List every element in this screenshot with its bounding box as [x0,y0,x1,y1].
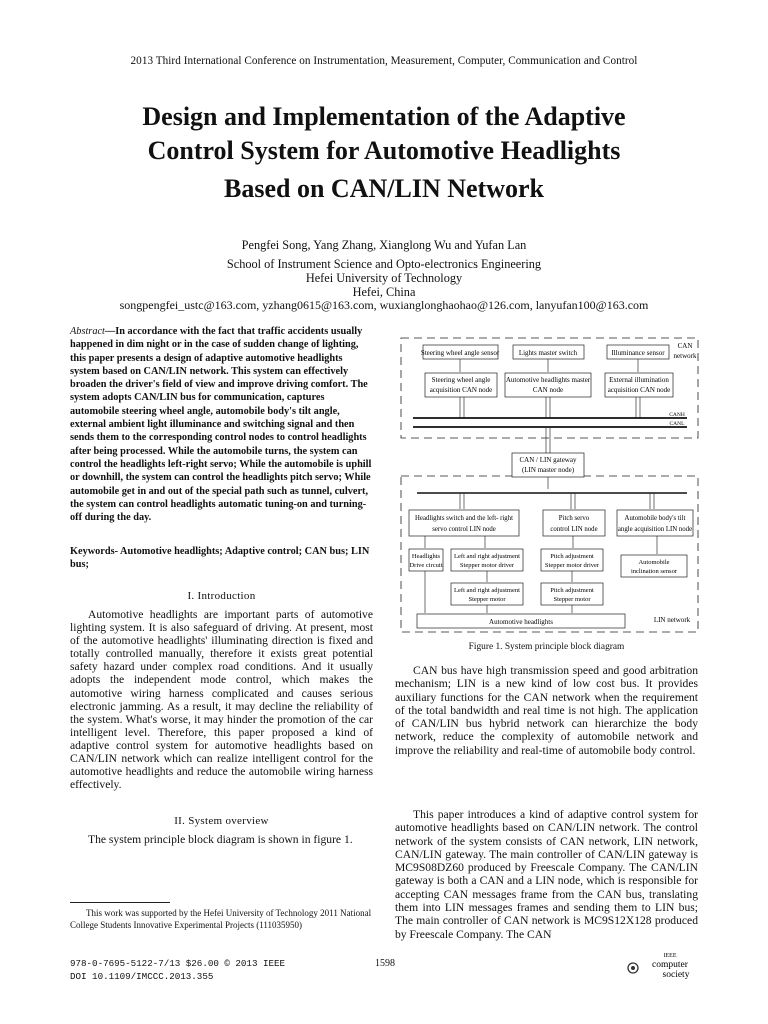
system-block-diagram [395,336,705,638]
headlights-master-can-node-label: CAN node [532,386,564,394]
lr-stepper-motor-label: Left and right adjustment [454,587,520,594]
paper-title [60,100,708,206]
computer-society-logo-icon [626,950,706,980]
lr-stepper-motor-label: Stepper motor [468,596,506,603]
can-network-label: CAN [677,342,693,350]
logo-text: IEEE [663,953,677,959]
headlights-switch-lin-node-label: servo control LIN node [432,526,496,533]
steering-can-node-label: acquisition CAN node [429,386,493,394]
steering-can-node-label: Steering wheel angle [431,376,491,384]
lin-network-label: LIN network [653,616,691,624]
authors: Pengfei Song, Yang Zhang, Xianglong Wu and Yufan Lan [241,238,527,252]
abstract-lead: Abstract [70,326,105,337]
lights-master-switch-label: Lights master switch [518,349,578,357]
abstract-body: In accordance with the fact that traffic accidents usually happened in dim night or in the case of sudden change of lighting, this paper presents a design of adaptive automotive headlights system based on CAN/LIN network. This system can effectively broaden the driver's field of view and improve driving comfort. The system adopts CAN/LIN bus for communication, captures automobile steering wheel angle, automobile body's tilt angle, external ambient light illuminance and switching signal and then sends them to the corresponding control nodes to control headlights after being processed. While the automobile turns, the system can control the headlights left-right servo; While the automobile is uphill or downhill, the system can control the headlights pitch servo; While automobile get in and out of the special path such as tunnel, culvert, the system can control headlights automatic tuning-on and turning-off during the day. [70,326,372,524]
doi-text: DOI 10.1109/IMCCC.2013.355 [70,970,214,982]
logo-text: computer [652,960,688,970]
affiliation-line: Hefei, China [352,285,416,300]
can-network-label: network [673,352,697,360]
page-number: 1598 [375,958,395,969]
footer-identifiers [70,958,285,983]
illumination-can-node-label: External illumination [609,376,669,384]
pitch-servo-lin-node-label: control LIN node [550,526,598,533]
pitch-servo-lin-node-label: Pitch servo [558,515,590,522]
pitch-motor-driver-label: Pitch adjustment [550,553,594,560]
illumination-can-node-label: acquisition CAN node [607,386,671,394]
system-overview-paragraph: The system principle block diagram is shown in figure 1. [88,833,353,846]
affiliation-line: School of Instrument Science and Opto-electronics Engineering [226,257,542,271]
drive-circuit-label: Headlights [411,553,441,560]
abstract [70,325,373,524]
title-line-2: Control System for Automotive Headlights [147,136,621,165]
right-paragraph-system-intro: This paper introduces a kind of adaptive control system for automotive headlights based on CAN/LIN network. The control network of the system consists of CAN network, LIN network, CAN/LIN gateway. The main controller of CAN/LIN gateway is MC9S08DZ60 produced by Freescale Company. The CAN/LIN gateway is both a CAN and a LIN node, which is responsible for accepting CAN messages frame from the CAN bus, translating them into LIN messages frames and sending them to LIN bus; The main controller of CAN network is MC9S12X128 produced by Freescale Company. The CAN [395,808,698,941]
steering-wheel-sensor-label: Steering wheel angle sensor [420,349,500,357]
affiliation-line: Hefei University of Technology [305,271,463,286]
gateway-label: CAN / LIN gateway [519,456,577,464]
footnote-rule [70,902,170,903]
gateway-label: (LIN master node) [521,466,575,474]
canh-label: CANH [669,412,685,418]
introduction-paragraph: Automotive headlights are important parts of automotive lighting system. It is also safeguard of driving. At present, most of the automotive headlights' illuminating direction is fixed and totally controlled manually, therefore it exists great potential safety hazard under complex road conditions. And it usually adopts the independent mode control, which makes the automotive wiring harness complicated and causes serious electronic jamming. As a result, it may decline the reliability of the system. What's worse, it may hinder the promotion of the car intelligent level. Therefore, this paper proposed a kind of adaptive control system for automotive headlights based on CAN/LIN network which can realize intelligent control for the automotive headlights and reduce the automobile wiring harness effectively. [70,608,373,792]
inclination-sensor-label: inclination sensor [630,568,678,575]
illuminance-sensor-label: Illuminance sensor [611,349,665,357]
pitch-stepper-motor-label: Pitch adjustment [550,587,594,594]
logo-text: society [662,970,690,980]
title-line-3: Based on CAN/LIN Network [224,174,544,203]
ieee-computer-society-logo [626,950,706,980]
footnote: This work was supported by the Hefei University of Technology 2011 National College Students Innovative Experimental Projects (111035950) [70,908,372,930]
canl-label: CANL [669,421,685,427]
isbn-text: 978-0-7695-5122-7/13 $26.00 © 2013 IEEE [70,958,286,969]
abstract-dash: — [104,326,116,337]
drive-circuit-label: Drive circuit [409,562,443,569]
keywords: Keywords- Automotive headlights; Adaptive control; CAN bus; LIN bus; [70,546,370,570]
conference-header: 2013 Third International Conference on Instrumentation, Measurement, Computer, Communication and Control [130,55,638,67]
lr-motor-driver-label: Stepper motor driver [459,562,515,569]
pitch-motor-driver-label: Stepper motor driver [544,562,600,569]
lr-motor-driver-label: Left and right adjustment [454,553,520,560]
figure-caption: Figure 1. System principle block diagram [468,642,625,652]
affiliation [0,257,768,300]
title-line-1: Design and Implementation of the Adaptive [142,102,626,131]
section-heading-system-overview: II. System overview [174,815,269,827]
headlights-master-can-node-label: Automotive headlights master [505,376,591,384]
tilt-angle-lin-node-label: angle acquisition LIN node [617,526,693,533]
automotive-headlights-label: Automotive headlights [489,618,553,626]
tilt-angle-lin-node-label: Automobile body's tilt [624,515,686,522]
right-paragraph-can-bus: CAN bus have high transmission speed and good arbitration mechanism; LIN is a new kind of low cost bus. It provides auxiliary functions for the CAN network when the requirement of the total bandwidth and real time is not high. The application of CAN/LIN bus hybrid network can hierarchize the body network, reduce the complexity of automobile network and improve the reliability and real-time of automobile body control. [395,664,698,757]
author-emails: songpengfei_ustc@163.com, yzhang0615@163.com, wuxianglonghaohao@126.com, lanyufan100@163.com [119,298,649,312]
pitch-stepper-motor-label: Stepper motor [553,596,591,603]
headlights-switch-lin-node-label: Headlights switch and the left- right [415,515,513,522]
inclination-sensor-label: Automobile [638,559,670,566]
section-heading-introduction: I. Introduction [187,590,256,602]
